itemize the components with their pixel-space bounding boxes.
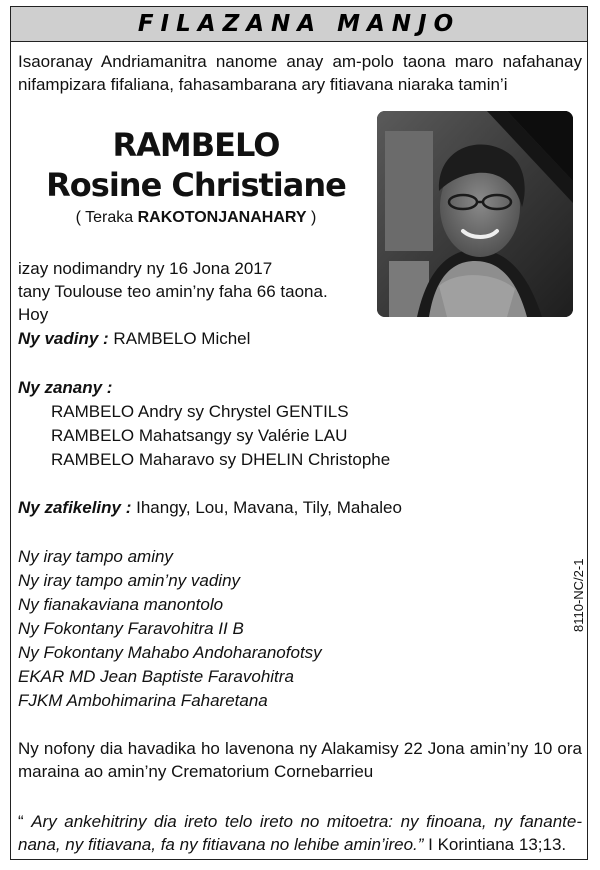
deceased-portrait-photo: [377, 111, 573, 317]
reference-code: 8110-NC/2-1: [571, 558, 586, 632]
quote-text: Ary ankehitriny dia ireto telo ireto no mitoetra: ny finoana, ny fanante-nana, ny fitiavana, fa ny fitiavana no lehibe amin’ireo.”: [18, 812, 582, 854]
death-date-line: izay nodimandry ny 16 Jona 2017: [18, 259, 273, 278]
child-item: RAMBELO Andry sy Chrystel GENTILS: [51, 402, 349, 421]
grandchildren-line: [18, 496, 578, 519]
notice-frame: [10, 6, 588, 860]
maiden-name-line: [31, 206, 361, 229]
quote-reference: I Korintiana 13;13.: [423, 835, 567, 854]
mourner-item: FJKM Ambohimarina Faharetana: [18, 691, 268, 710]
spouse-label: Ny vadiny :: [18, 329, 114, 348]
intro-paragraph: Isaoranay Andriamanitra nanome anay am-polo taona maro nafahanay nifampizara fifaliana, fahasambarana ary fitiavana niaraka tamin’i: [18, 52, 582, 94]
grandchildren-label: Ny zafikeliny :: [18, 498, 137, 517]
funeral-paragraph: Ny nofony dia havadika ho lavenona ny Alakamisy 22 Jona amin’ny 10 ora maraina ao amin’ny Crematorium Cornebarrieu: [18, 739, 582, 781]
child-item: RAMBELO Mahatsangy sy Valérie LAU: [51, 426, 348, 445]
mourner-item: Ny Fokontany Mahabo Andoharanofotsy: [18, 643, 322, 662]
deceased-surname: RAMBELO: [112, 126, 280, 164]
spouse-name: RAMBELO Michel: [113, 329, 251, 348]
death-place-line: tany Toulouse teo amin’ny faha 66 taona.: [18, 282, 328, 301]
mourner-item: Ny iray tampo aminy: [18, 547, 173, 566]
quote-open-mark: “: [18, 812, 32, 831]
maiden-name: RAKOTONJANAHARY: [137, 209, 307, 226]
death-hoy-line: Hoy: [18, 305, 49, 324]
maiden-suffix: ): [306, 209, 317, 226]
children-label: Ny zanany :: [18, 378, 113, 397]
maiden-prefix: ( Teraka: [75, 209, 138, 226]
mourner-item: Ny Fokontany Faravohitra II B: [18, 619, 244, 638]
mourner-item: EKAR MD Jean Baptiste Faravohitra: [18, 667, 294, 686]
mourner-item: Ny iray tampo amin’ny vadiny: [18, 571, 241, 590]
mourner-item: Ny fianakaviana manontolo: [18, 595, 224, 614]
child-item: RAMBELO Maharavo sy DHELIN Christophe: [51, 450, 391, 469]
bible-quote: [18, 810, 582, 856]
notice-header: FILAZANA MANJO: [11, 7, 587, 42]
deceased-given-names: Rosine Christiane: [46, 166, 346, 204]
spouse-line: [18, 327, 578, 350]
grandchildren-names: Ihangy, Lou, Mavana, Tily, Mahaleo: [136, 498, 402, 517]
